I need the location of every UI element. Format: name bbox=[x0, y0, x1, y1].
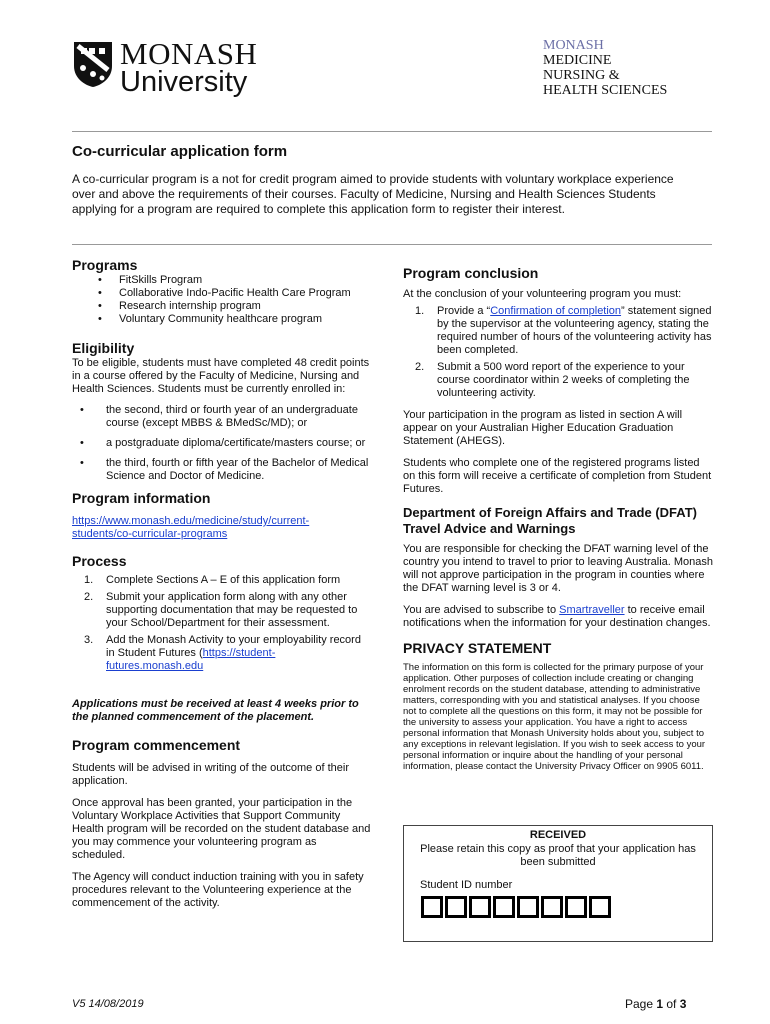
student-id-boxes bbox=[421, 896, 611, 918]
student-futures-link[interactable]: https://student-futures.monash.edu bbox=[106, 647, 276, 672]
faculty-monash: MONASH bbox=[543, 38, 604, 53]
faculty-name bbox=[543, 38, 667, 98]
list-number: 1. bbox=[84, 574, 94, 586]
commencement-heading: Program commencement bbox=[72, 737, 241, 753]
received-text: Please retain this copy as proof that your application has been submitted bbox=[420, 843, 696, 868]
page-label: Page bbox=[625, 997, 657, 1011]
list-item bbox=[84, 574, 372, 587]
top-divider bbox=[72, 131, 712, 132]
smartraveller-link[interactable]: Smartraveller bbox=[559, 604, 625, 616]
student-id-digit-box[interactable] bbox=[541, 896, 563, 918]
conclusion-list bbox=[415, 305, 713, 400]
dfat-p1: You are responsible for checking the DFAT warning level of the country you intend to travel to prior to leaving Australia. Monash will not approve participation in the program in counties where the DFAT warning level is 3 or 4. bbox=[403, 543, 714, 594]
list-item: • Collaborative Indo-Pacific Health Care Program bbox=[98, 287, 372, 300]
logo-monash-text: MONASH bbox=[120, 36, 258, 71]
total-pages: 3 bbox=[679, 997, 687, 1011]
student-id-digit-box[interactable] bbox=[517, 896, 539, 918]
student-id-digit-box[interactable] bbox=[565, 896, 587, 918]
dfat-heading: Department of Foreign Affairs and Trade (DFAT) Travel Advice and Warnings bbox=[403, 505, 697, 536]
monash-university-logo bbox=[72, 36, 272, 100]
commencement-p3: The Agency will conduct induction training with you in safety procedures relevant to the Volunteering experience at the commencement of the activity. bbox=[72, 871, 364, 909]
commencement-p2: Once approval has been granted, your participation in the Voluntary Workplace Activities that Support Community Health program will be recorded on the student database and you may commence your volunteering program as scheduled. bbox=[72, 797, 371, 861]
logo-university-text: University bbox=[120, 66, 248, 98]
eligibility-list bbox=[80, 404, 372, 483]
student-id-digit-box[interactable] bbox=[469, 896, 491, 918]
list-item: • Research internship program bbox=[98, 300, 372, 313]
intro-divider bbox=[72, 244, 712, 245]
faculty-nursing: NURSING & bbox=[543, 68, 620, 83]
programs-list bbox=[98, 274, 372, 326]
list-item bbox=[415, 361, 713, 400]
student-id-label: Student ID number bbox=[420, 879, 513, 891]
page-title: Co-curricular application form bbox=[72, 143, 288, 160]
student-id-digit-box[interactable] bbox=[589, 896, 611, 918]
list-item bbox=[84, 591, 372, 630]
received-title: RECEIVED bbox=[529, 829, 587, 841]
dfat-p2-text-after: to receive email notifications when the information for your destination changes. bbox=[403, 604, 711, 629]
programs-heading: Programs bbox=[72, 257, 138, 273]
list-text-after: ” statement signed by the supervisor at the volunteering agency, stating the required number of hours of the volunteering activity has been completed. bbox=[437, 305, 712, 356]
list-item: • the second, third or fourth year of an undergraduate course (except MBBS & BMedSc/MD); or bbox=[80, 404, 372, 430]
dfat-p2 bbox=[403, 604, 713, 630]
link-line-2: students/co-curricular-programs bbox=[72, 528, 228, 540]
list-text: Provide a “ bbox=[437, 305, 491, 317]
list-item bbox=[415, 305, 713, 357]
privacy-heading: PRIVACY STATEMENT bbox=[403, 640, 552, 656]
eligibility-text: To be eligible, students must have completed 48 credit points in a course offered by the Faculty of Medicine, Nursing and Health Sciences. Students must be currently enrolled in: bbox=[72, 357, 370, 395]
privacy-text: The information on this form is collected for the primary purpose of your application. Other purposes of collection include creating or changing enrolment records on the student database, attending to administrative matters, corresponding with you and statistical analyses. If you choose not to complete all the questions on this form, it may not be possible for the university to assess your application. You have a right to access personal information that Monash University holds about you, subject to any exceptions in relevant legislation. If you wish to seek access to your personal information or inquire about the handling of your personal information, please contact the University Privacy Officer on 9905 6011. bbox=[403, 662, 706, 772]
list-item: • a postgraduate diploma/certificate/masters course; or bbox=[80, 437, 372, 450]
page-header bbox=[0, 0, 770, 130]
student-id-digit-box[interactable] bbox=[493, 896, 515, 918]
list-item: • the third, fourth or fifth year of the Bachelor of Medical Science and Doctor of Medicine. bbox=[80, 457, 372, 483]
monash-crest-icon bbox=[72, 40, 114, 88]
page-number bbox=[625, 997, 686, 1011]
program-information-link[interactable] bbox=[72, 515, 309, 540]
received-box bbox=[403, 825, 713, 942]
list-number: 1. bbox=[415, 305, 425, 317]
list-text: Complete Sections A – E of this application form bbox=[106, 574, 341, 586]
current-page: 1 bbox=[656, 997, 664, 1011]
eligibility-heading: Eligibility bbox=[72, 340, 135, 356]
conclusion-p1: Your participation in the program as listed in section A will appear on your Australian Higher Education Graduation Statement (AHEGS). bbox=[403, 409, 683, 447]
list-text: Submit your application form along with any other supporting documentation that may be requested to your School/Department for their assessment. bbox=[106, 591, 358, 629]
link-line-1: https://www.monash.edu/medicine/study/current- bbox=[72, 515, 310, 527]
list-number: 3. bbox=[84, 634, 94, 646]
list-item: • Voluntary Community healthcare program bbox=[98, 313, 372, 326]
list-number: 2. bbox=[415, 361, 425, 373]
list-text: Submit a 500 word report of the experience to your course coordinator within 2 weeks of completing the volunteering activity. bbox=[437, 361, 690, 399]
student-id-digit-box[interactable] bbox=[421, 896, 443, 918]
page-of: of bbox=[663, 997, 680, 1011]
dfat-p2-text: You are advised to subscribe to bbox=[403, 604, 560, 616]
list-text: Add the Monash Activity to your employability record in Student Futures ( bbox=[106, 634, 361, 659]
left-column bbox=[72, 257, 372, 910]
conclusion-p2: Students who complete one of the registered programs listed on this form will receive a certificate of completion from Student Futures. bbox=[403, 457, 712, 495]
program-information-link-wrap bbox=[72, 515, 372, 541]
faculty-health-sciences: HEALTH SCIENCES bbox=[543, 83, 668, 98]
list-number: 2. bbox=[84, 591, 94, 603]
list-item: • FitSkills Program bbox=[98, 274, 372, 287]
student-id-digit-box[interactable] bbox=[445, 896, 467, 918]
list-item bbox=[84, 634, 372, 673]
commencement-p1: Students will be advised in writing of the outcome of their application. bbox=[72, 762, 349, 787]
version-date: V5 14/08/2019 bbox=[72, 998, 144, 1010]
right-column bbox=[403, 265, 713, 772]
program-information-heading: Program information bbox=[72, 490, 211, 506]
conclusion-intro: At the conclusion of your volunteering program you must: bbox=[403, 288, 682, 300]
confirmation-of-completion-link[interactable]: Confirmation of completion bbox=[490, 305, 622, 317]
process-list bbox=[84, 574, 372, 673]
conclusion-heading: Program conclusion bbox=[403, 265, 539, 281]
faculty-medicine: MEDICINE bbox=[543, 53, 612, 68]
intro-paragraph: A co-curricular program is a not for credit program aimed to provide students with voluntary workplace experience over and above the requirements of their courses. Faculty of Medicine, Nursing and Health Sciences Students applying for a program are required to complete this application form to register their interest. bbox=[72, 172, 674, 216]
deadline-notice: Applications must be received at least 4 weeks prior to the planned commencement of the placement. bbox=[72, 698, 359, 723]
process-heading: Process bbox=[72, 553, 127, 569]
